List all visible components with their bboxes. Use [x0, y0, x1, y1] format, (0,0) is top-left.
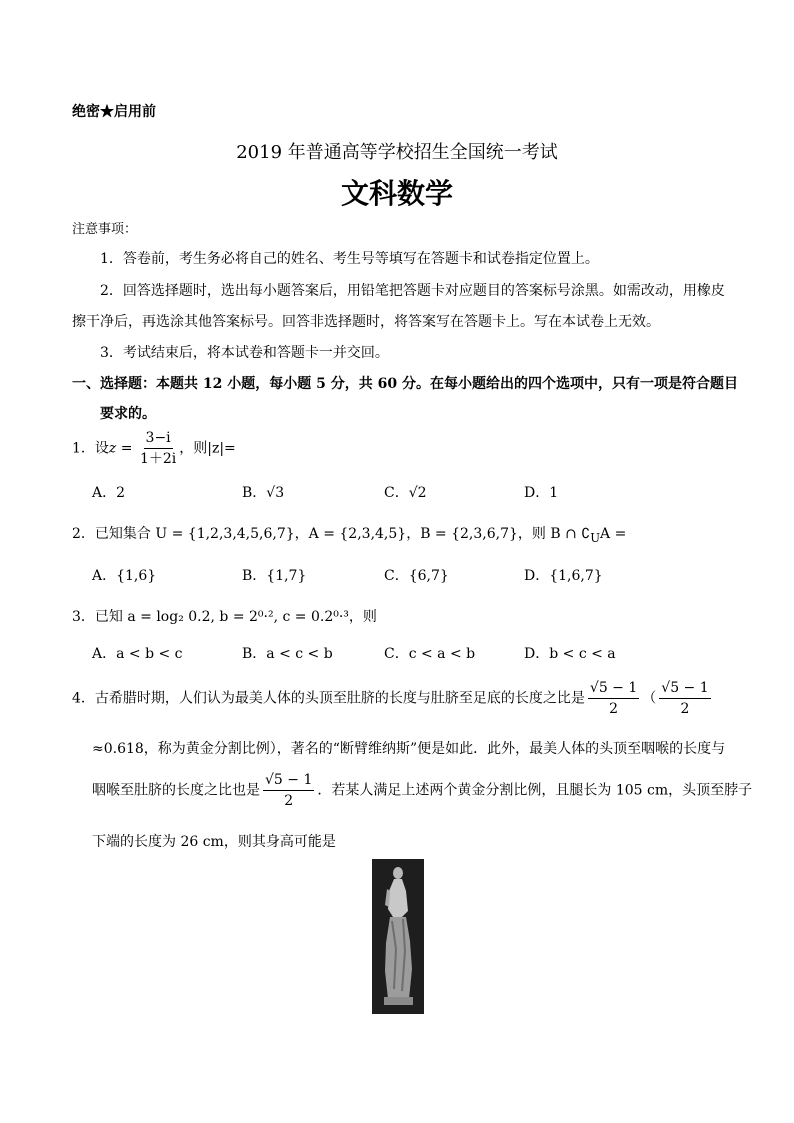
question-3: 3．已知 a = log₂ 0.2, b = 2⁰·², c = 0.2⁰·³，则 [72, 609, 377, 625]
notice-heading: 注意事项： [72, 222, 138, 237]
q2-option-d: D．{1,6,7} [524, 568, 603, 584]
q4-fraction-2-den: 2 [680, 701, 690, 717]
section-heading-text: 本题共 12 小题，每小题 5 分，共 60 分。在每小题给出的四个选项中，只有一项是符合题目 [156, 376, 738, 392]
exam-title: 2019 年普通高等学校招生全国统一考试 [236, 142, 558, 163]
question-4-line-3 [92, 772, 752, 809]
q4-fraction-3-den: 2 [284, 793, 294, 809]
question-4-line-2: ≈0.618，称为黄金分割比例），著名的“断臂维纳斯”便是如此．此外，最美人体的头顶至咽喉的长度与 [92, 741, 726, 757]
q4-fraction-1-num: √5 − 1 [588, 680, 639, 699]
q4-fraction-3 [263, 772, 314, 809]
notice-item-3: 3．考试结束后，将本试卷和答题卡一并交回。 [100, 345, 389, 361]
q1-option-d: D．1 [524, 485, 559, 501]
q4-line3-post: ．若某人满足上述两个黄金分割比例，且腿长为 105 cm，头顶至脖子 [317, 782, 753, 799]
q1-option-c: C．√2 [384, 485, 427, 501]
notice-item-2: 2．回答选择题时，选出每小题答案后，用铅笔把答题卡对应题目的答案标号涂黑。如需改动，用橡皮 [100, 283, 725, 299]
q2-option-b: B．{1,7} [242, 568, 307, 584]
q4-fraction-1-den: 2 [609, 701, 619, 717]
q1-var: z [108, 440, 117, 457]
q4-fraction-1 [588, 680, 639, 717]
question-2 [72, 523, 626, 545]
q2-subscript: U [590, 530, 601, 545]
q2-text: 2．已知集合 U = {1,2,3,4,5,6,7}，A = {2,3,4,5}，B = {2,3,6,7}，则 B ∩ ∁ [72, 526, 591, 542]
section-heading [72, 373, 738, 393]
q2-option-c: C．{6,7} [384, 568, 449, 584]
notice-item-1: 1．答卷前，考生务必将自己的姓名、考生号等填写在答题卡和试卷指定位置上。 [100, 251, 599, 267]
question-4-line-1 [72, 680, 714, 717]
question-4-line-4: 下端的长度为 26 cm，则其身高可能是 [92, 834, 336, 850]
q1-suffix: ，则|z|= [179, 440, 236, 457]
q2-option-a: A．{1,6} [92, 568, 157, 584]
q4-fraction-2-num: √5 − 1 [659, 680, 710, 699]
q3-option-b: B．a < c < b [242, 646, 333, 662]
q4-line1: 4．古希腊时期，人们认为最美人体的头顶至肚脐的长度与肚脐至足底的长度之比是 [72, 690, 585, 707]
q4-fraction-2 [659, 680, 710, 717]
q2-tail: A = [600, 526, 627, 542]
q1-numerator: 3−i [144, 430, 173, 449]
q4-paren: （ [642, 690, 657, 707]
q3-option-a: A．a < b < c [92, 646, 183, 662]
q1-option-a: A．2 [92, 485, 126, 501]
q1-option-b: B．√3 [242, 485, 285, 501]
section-heading-bold: 一、选择题： [72, 376, 156, 392]
q4-fraction-3-num: √5 − 1 [263, 772, 314, 791]
q1-prefix: 1．设 [72, 440, 109, 457]
q3-option-c: C．c < a < b [384, 646, 476, 662]
confidential-label: 绝密★启用前 [72, 104, 156, 120]
statue-illustration [372, 859, 424, 1014]
question-1 [72, 430, 236, 467]
venus-statue-image [372, 859, 424, 1014]
q4-line3-pre: 咽喉至肚脐的长度之比也是 [92, 782, 260, 799]
notice-item-2-cont: 擦干净后，再选涂其他答案标号。回答非选择题时，将答案写在答题卡上。写在本试卷上无效。 [72, 314, 660, 330]
subject-title: 文科数学 [340, 177, 453, 210]
q1-denominator: 1＋2i [139, 451, 177, 467]
q1-fraction [140, 430, 176, 467]
q1-eq: = [116, 440, 137, 457]
section-heading-cont: 要求的。 [100, 406, 156, 422]
q3-option-d: D．b < c < a [524, 646, 616, 662]
